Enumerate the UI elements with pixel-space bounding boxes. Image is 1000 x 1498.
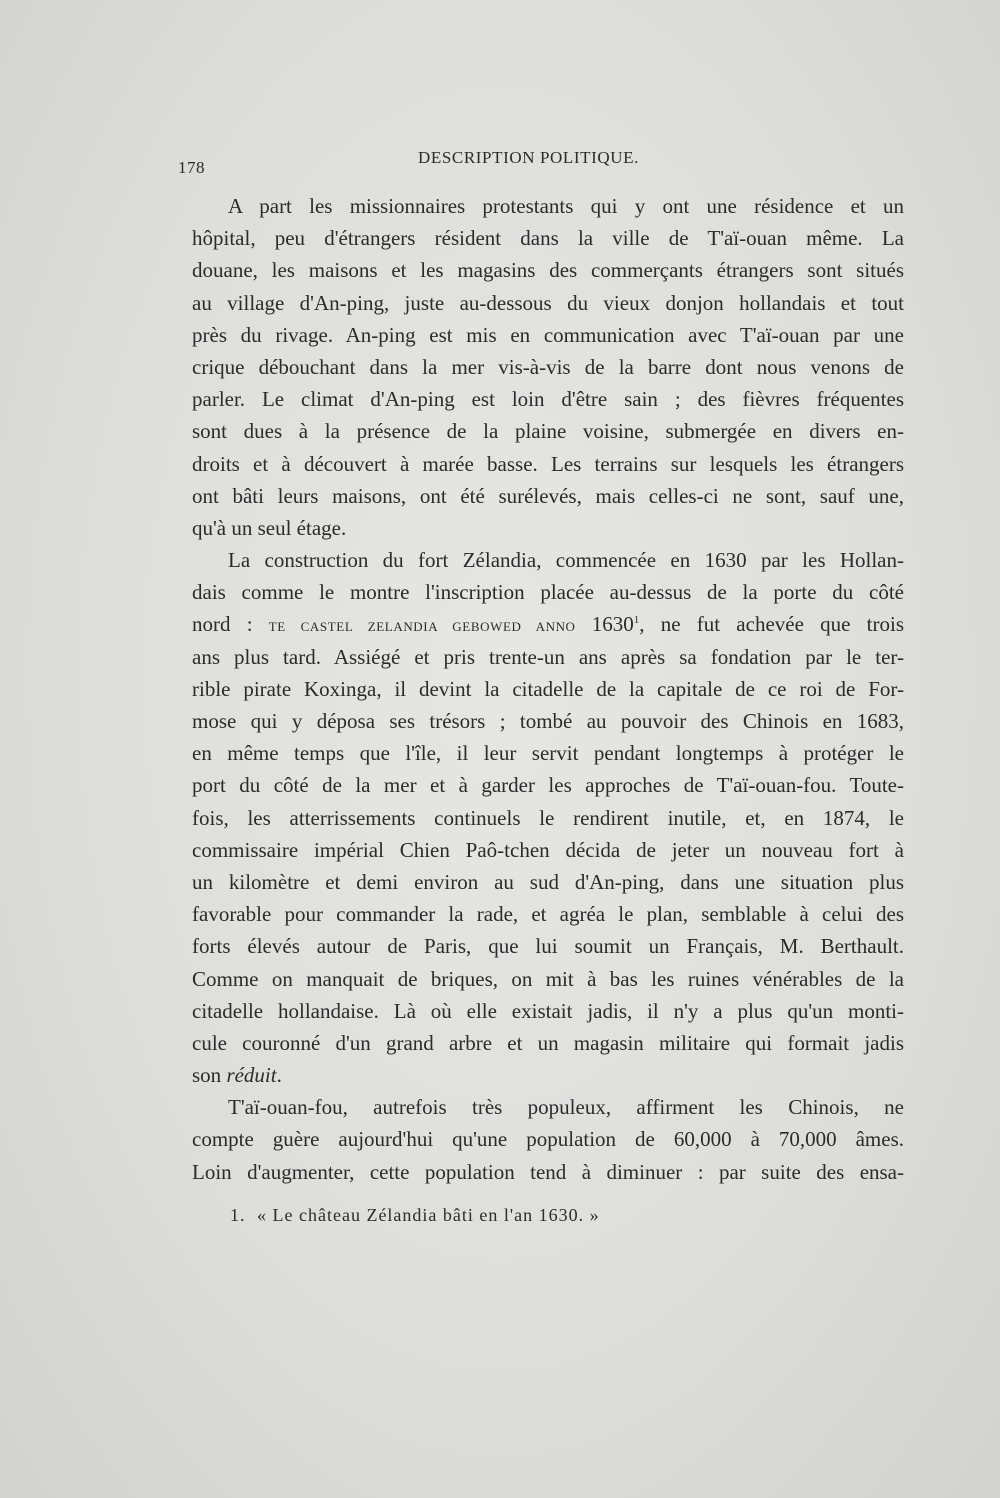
text-line: forts élevés autour de Paris, que lui soumit un Français, M. Berthault. <box>192 934 904 959</box>
text-line: compte guère aujourd'hui qu'une population de 60,000 à 70,000 âmes. <box>192 1127 904 1152</box>
footnote-text: « Le château Zélandia bâti en l'an 1630. » <box>257 1205 600 1225</box>
body-text <box>192 190 904 1188</box>
footnote <box>230 1205 600 1226</box>
text-line: fois, les atterrissements continuels le rendirent inutile, et, en 1874, le <box>192 805 904 830</box>
inscription-year: 1630 <box>575 612 634 637</box>
text-line: Loin d'augmenter, cette population tend à diminuer : par suite des ensa- <box>192 1159 904 1184</box>
running-title: DESCRIPTION POLITIQUE. <box>418 148 639 167</box>
text-line: citadelle hollandaise. Là où elle existait jadis, il n'y a plus qu'un monti- <box>192 998 904 1023</box>
text-line: parler. Le climat d'An-ping est loin d'être sain ; des fièvres fréquentes <box>192 387 904 412</box>
text-line: près du rivage. An-ping est mis en communication avec T'aï-ouan par une <box>192 322 904 347</box>
text-line: A part les missionnaires protestants qui y ont une résidence et un <box>228 194 904 218</box>
text-fragment: son <box>192 1063 227 1088</box>
text-line: ans plus tard. Assiégé et pris trente-un ans après sa fondation par le ter- <box>192 644 904 669</box>
text-line: douane, les maisons et les magasins des commerçants étrangers sont situés <box>192 258 904 283</box>
text-line: crique débouchant dans la mer vis-à-vis de la barre dont nous venons de <box>192 354 904 379</box>
text-line: au village d'An-ping, juste au-dessous du vieux donjon hollandais et tout <box>192 290 904 315</box>
text-line: T'aï-ouan-fou, autrefois très populeux, affirment les Chinois, ne <box>228 1095 904 1120</box>
text-fragment: , ne fut achevée que trois <box>639 612 904 637</box>
text-line: mose qui y déposa ses trésors ; tombé au pouvoir des Chinois en 1683, <box>192 709 904 733</box>
footnote-reference[interactable]: 1 <box>633 614 640 627</box>
text-line: La construction du fort Zélandia, commencée en 1630 par les Hollan- <box>228 548 904 573</box>
text-line <box>192 608 904 640</box>
text-line: Comme on manquait de briques, on mit à bas les ruines vénérables de la <box>192 966 904 991</box>
text-line: en même temps que l'île, il leur servit pendant longtemps à protéger le <box>192 741 904 766</box>
text-line: dais comme le montre l'inscription placée au-dessus de la porte du côté <box>192 580 904 605</box>
text-line: rible pirate Koxinga, il devint la citadelle de la capitale de ce roi de For- <box>192 676 904 701</box>
text-fragment: . <box>276 1063 282 1088</box>
text-line: commissaire impérial Chien Paô-tchen décida de jeter un nouveau fort à <box>192 837 904 862</box>
text-line: qu'à un seul étage. <box>192 515 347 540</box>
page-number: 178 <box>178 158 205 177</box>
text-line: droits et à découvert à marée basse. Les terrains sur lesquels les étrangers <box>192 451 904 476</box>
text-line: cule couronné d'un grand arbre et un magasin militaire qui formait jadis <box>192 1030 904 1055</box>
text-line: port du côté de la mer et à garder les approches de T'aï-ouan-fou. Toute- <box>192 773 904 798</box>
text-line: ont bâti leurs maisons, ont été surélevés, mais celles-ci ne sont, sauf une, <box>192 483 904 508</box>
inscription-small-caps: TE CASTEL ZELANDIA GEBOWED ANNO <box>268 619 576 635</box>
footnote-number: 1. <box>230 1205 246 1225</box>
text-line: sont dues à la présence de la plaine voisine, submergée en divers en- <box>192 419 904 444</box>
text-line: hôpital, peu d'étrangers résident dans la ville de T'aï-ouan même. La <box>192 226 904 251</box>
text-fragment: nord : <box>192 612 269 637</box>
page-header <box>178 148 890 177</box>
text-line: favorable pour commander la rade, et agréa le plan, semblable à celui des <box>192 902 904 927</box>
text-line: un kilomètre et demi environ au sud d'An-ping, dans une situation plus <box>192 869 904 894</box>
italic-word: réduit <box>226 1063 277 1088</box>
text-line <box>192 1059 904 1091</box>
